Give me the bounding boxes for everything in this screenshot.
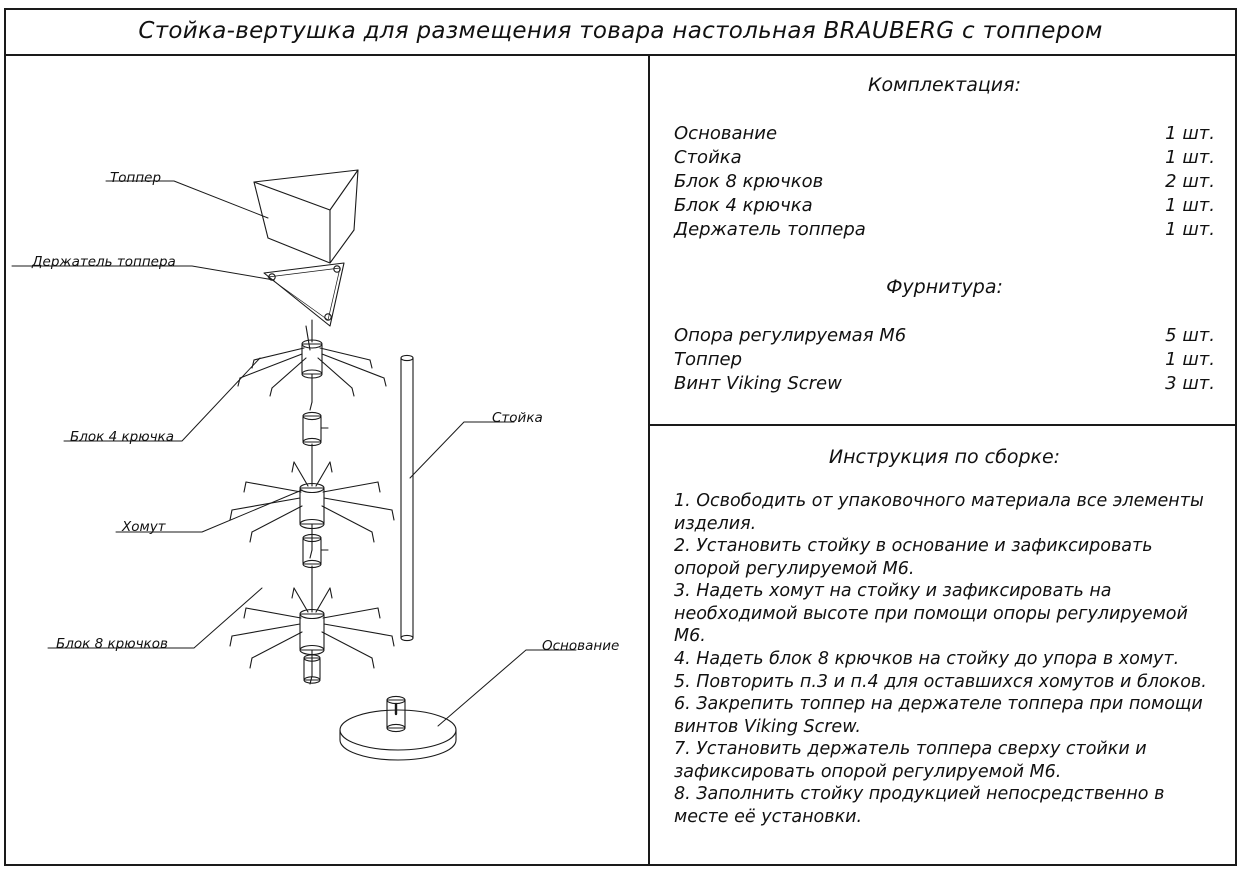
assembly-drawing	[6, 58, 648, 864]
instruction-step: 7. Установить держатель топпера сверху стойки и зафиксировать опорой регулируемой М6.	[674, 739, 1147, 782]
kit-item-qty: 1 шт.	[1165, 194, 1215, 216]
kit-row	[666, 170, 1223, 194]
topper-holder-part	[264, 263, 344, 350]
callout-topper: Топпер	[110, 170, 162, 186]
post-part	[401, 355, 413, 640]
hardware-title: Фурнитура:	[886, 275, 1003, 298]
block-8-hooks-part-upper	[230, 444, 394, 558]
hardware-row	[666, 372, 1223, 396]
hardware-row	[666, 348, 1223, 372]
callout-clamp: Хомут	[122, 519, 166, 535]
hardware-item-label: Топпер	[674, 348, 743, 370]
page-title: Стойка-вертушка для размещения товара настольная BRAUBERG с топпером	[138, 18, 1103, 44]
instructions-title: Инструкция по сборке:	[828, 446, 1061, 468]
title-block	[4, 8, 1237, 56]
clamp-part-top	[303, 412, 328, 445]
callout-base: Основание	[542, 638, 620, 654]
base-part	[340, 696, 456, 760]
instruction-step: 8. Заполнить стойку продукцией непосредственно в месте её установки.	[674, 784, 1165, 827]
kit-item-qty: 1 шт.	[1165, 218, 1215, 240]
kit-panel	[652, 58, 1237, 424]
kit-item-qty: 2 шт.	[1165, 170, 1215, 192]
kit-item-label: Держатель топпера	[674, 218, 866, 240]
instruction-step: 3. Надеть хомут на стойку и зафиксировать на необходимой высоте при помощи опоры регулируемой М6.	[674, 581, 1188, 647]
kit-row	[666, 146, 1223, 170]
callout-topper-holder: Держатель топпера	[32, 254, 176, 270]
instruction-step: 1. Освободить от упаковочного материала все элементы изделия.	[674, 491, 1204, 534]
block-4-hooks-part	[238, 320, 386, 410]
callout-block-8-hooks: Блок 8 крючков	[56, 636, 168, 652]
kit-item-label: Основание	[674, 123, 778, 144]
topper-part	[254, 170, 358, 263]
kit-row	[666, 194, 1223, 218]
kit-item-label: Блок 8 крючков	[674, 170, 824, 192]
instructions-list	[666, 490, 1223, 828]
block-8-hooks-part-lower	[230, 566, 394, 684]
hardware-item-qty: 1 шт.	[1165, 348, 1215, 370]
hardware-item-qty: 3 шт.	[1165, 372, 1215, 394]
instruction-step: 4. Надеть блок 8 крючков на стойку до упора в хомут.	[674, 648, 1180, 669]
kit-item-qty: 1 шт.	[1165, 123, 1215, 144]
clamp-part-bottom	[303, 534, 328, 567]
kit-row	[666, 218, 1223, 242]
kit-item-label: Блок 4 крючка	[674, 194, 813, 216]
kit-item-label: Стойка	[674, 146, 742, 168]
kit-title: Комплектация:	[867, 74, 1021, 96]
instruction-step: 5. Повторить п.3 и п.4 для оставшихся хомутов и блоков.	[674, 671, 1207, 692]
instruction-step: 2. Установить стойку в основание и зафиксировать опорой регулируемой М6.	[674, 536, 1153, 579]
hardware-item-label: Опора регулируемая М6	[674, 324, 907, 346]
instructions-panel	[652, 428, 1237, 864]
hardware-item-qty: 5 шт.	[1165, 324, 1215, 346]
hardware-row	[666, 324, 1223, 348]
callout-post: Стойка	[492, 410, 543, 426]
kit-row	[666, 122, 1223, 146]
hardware-item-label: Винт Viking Screw	[674, 372, 842, 394]
instruction-step: 6. Закрепить топпер на держателе топпера при помощи винтов Viking Screw.	[674, 694, 1203, 737]
callout-block-4-hooks: Блок 4 крючка	[70, 429, 174, 445]
vertical-divider	[648, 56, 650, 866]
kit-item-qty: 1 шт.	[1165, 146, 1215, 168]
horizontal-divider	[648, 424, 1237, 426]
